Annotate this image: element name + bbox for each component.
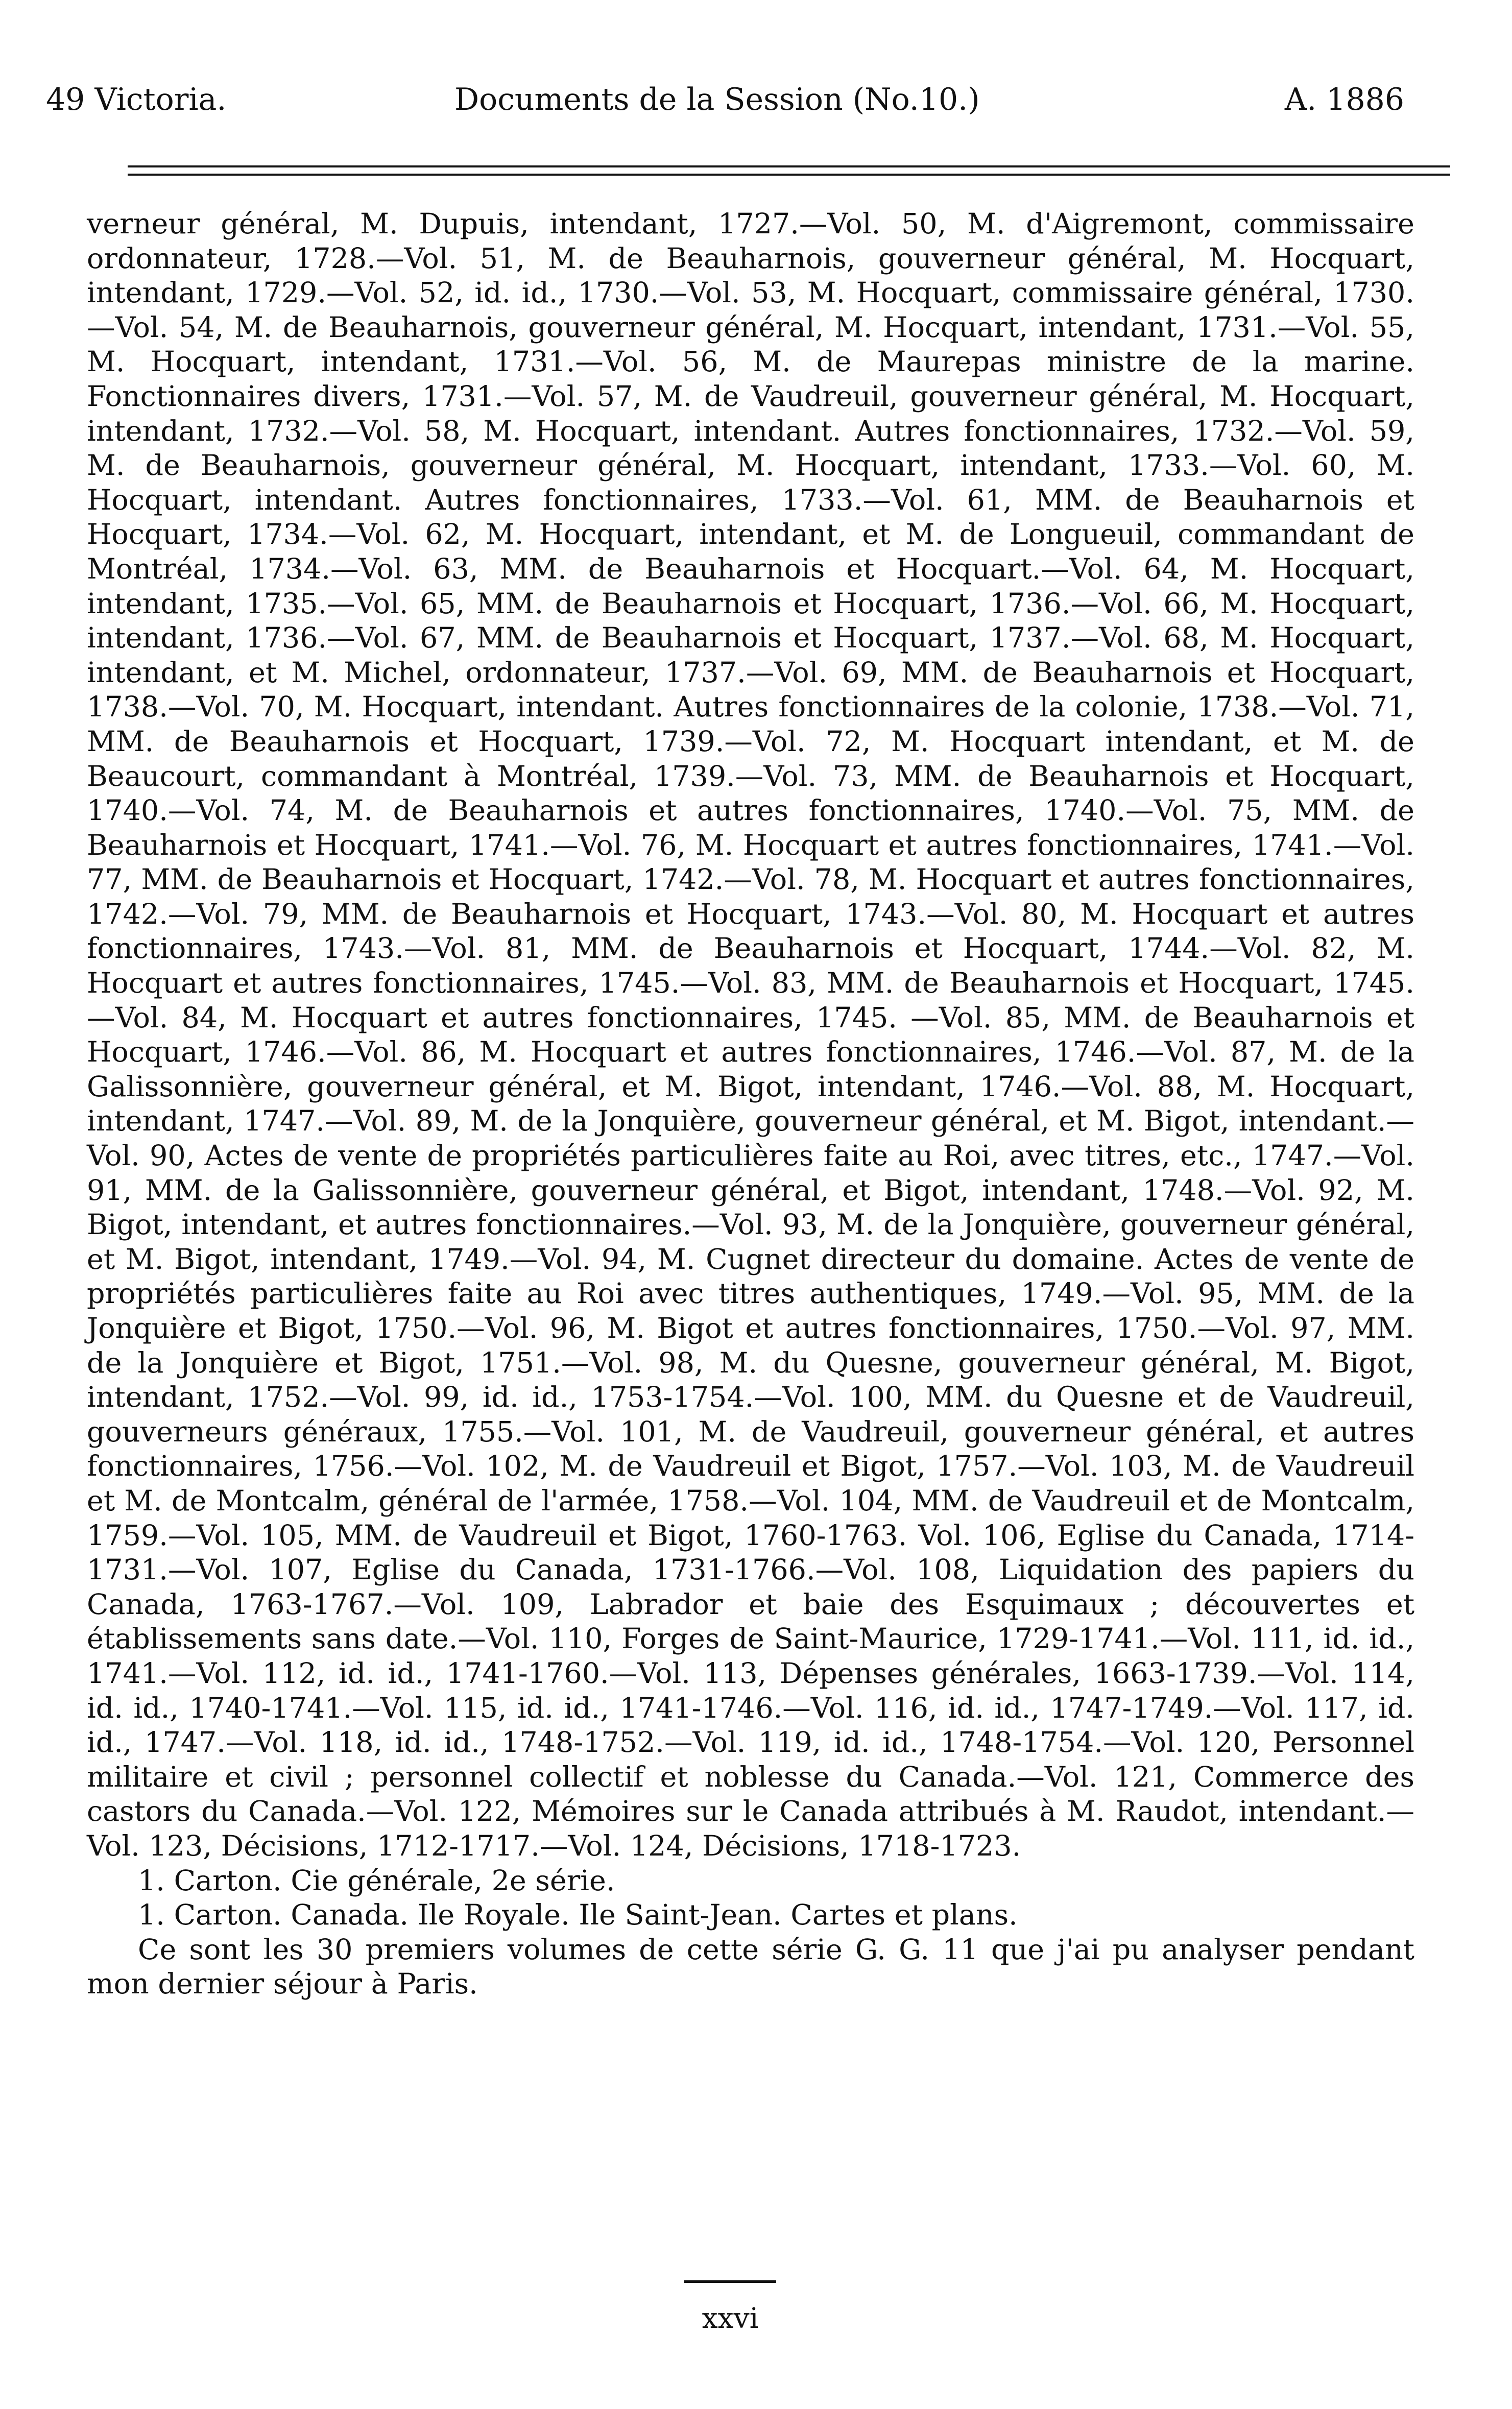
- running-header: [46, 71, 1404, 128]
- header-rule-top: [128, 165, 1450, 167]
- closing-paragraph: Ce sont les 30 premiers volumes de cette série G. G. 11 que j'ai pu analyser pendant mon dernier séjour à Paris.: [87, 1933, 1414, 2001]
- header-year: A. 1886: [1284, 82, 1404, 117]
- page-number: xxvi: [702, 2302, 759, 2334]
- header-title: Documents de la Session (No.10.): [454, 82, 980, 117]
- header-volume: 49 Victoria.: [46, 82, 227, 117]
- header-rule-bottom: [128, 174, 1450, 176]
- carton-item-2: 1. Carton. Canada. Ile Royale. Ile Saint-Jean. Cartes et plans.: [138, 1898, 1018, 1932]
- footer-rule: [684, 2280, 776, 2283]
- volume-list-paragraph: verneur général, M. Dupuis, intendant, 1727.—Vol. 50, M. d'Aigremont, commissaire ordonnateur, 1728.—Vol. 51, M. de Beauharnois, gouverneur général, M. Hocquart, intendant, 1729.—Vol. 52, id. id., 1730.—Vol. 53, M. Hocquart, commissaire général, 1730.—Vol. 54, M. de Beauharnois, gouverneur général, M. Hocquart, intendant, 1731.—Vol. 55, M. Hocquart, intendant, 1731.—Vol. 56, M. de Maurepas ministre de la marine. Fonctionnaires divers, 1731.—Vol. 57, M. de Vaudreuil, gouverneur général, M. Hocquart, intendant, 1732.—Vol. 58, M. Hocquart, intendant. Autres fonctionnaires, 1732.—Vol. 59, M. de Beauharnois, gouverneur général, M. Hocquart, intendant, 1733.—Vol. 60, M. Hocquart, intendant. Autres fonctionnaires, 1733.—Vol. 61, MM. de Beauharnois et Hocquart, 1734.—Vol. 62, M. Hocquart, intendant, et M. de Longueuil, commandant de Montréal, 1734.—Vol. 63, MM. de Beauharnois et Hocquart.—Vol. 64, M. Hocquart, intendant, 1735.—Vol. 65, MM. de Beauharnois et Hocquart, 1736.—Vol. 66, M. Hocquart, intendant, 1736.—Vol. 67, MM. de Beauharnois et Hocquart, 1737.—Vol. 68, M. Hocquart, intendant, et M. Michel, ordonnateur, 1737.—Vol. 69, MM. de Beauharnois et Hocquart, 1738.—Vol. 70, M. Hocquart, intendant. Autres fonctionnaires de la colonie, 1738.—Vol. 71, MM. de Beauharnois et Hocquart, 1739.—Vol. 72, M. Hocquart intendant, et M. de Beaucourt, commandant à Montréal, 1739.—Vol. 73, MM. de Beauharnois et Hocquart, 1740.—Vol. 74, M. de Beauharnois et autres fonctionnaires, 1740.—Vol. 75, MM. de Beauharnois et Hocquart, 1741.—Vol. 76, M. Hocquart et autres fonctionnaires, 1741.—Vol. 77, MM. de Beauharnois et Hocquart, 1742.—Vol. 78, M. Hocquart et autres fonctionnaires, 1742.—Vol. 79, MM. de Beauharnois et Hocquart, 1743.—Vol. 80, M. Hocquart et autres fonctionnaires, 1743.—Vol. 81, MM. de Beauharnois et Hocquart, 1744.—Vol. 82, M. Hocquart et autres fonctionnaires, 1745.—Vol. 83, MM. de Beauharnois et Hocquart, 1745.—Vol. 84, M. Hocquart et autres fonctionnaires, 1745. —Vol. 85, MM. de Beauharnois et Hocquart, 1746.—Vol. 86, M. Hocquart et autres fonctionnaires, 1746.—Vol. 87, M. de la Galissonnière, gouverneur général, et M. Bigot, intendant, 1746.—Vol. 88, M. Hocquart, intendant, 1747.—Vol. 89, M. de la Jonquière, gouverneur général, et M. Bigot, intendant.—Vol. 90, Actes de vente de propriétés particulières faite au Roi, avec titres, etc., 1747.—Vol. 91, MM. de la Galissonnière, gouverneur général, et Bigot, intendant, 1748.—Vol. 92, M. Bigot, intendant, et autres fonctionnaires.—Vol. 93, M. de la Jonquière, gouverneur général, et M. Bigot, intendant, 1749.—Vol. 94, M. Cugnet directeur du domaine. Actes de vente de propriétés particulières faite au Roi avec titres authentiques, 1749.—Vol. 95, MM. de la Jonquière et Bigot, 1750.—Vol. 96, M. Bigot et autres fonctionnaires, 1750.—Vol. 97, MM. de la Jonquière et Bigot, 1751.—Vol. 98, M. du Quesne, gouverneur général, M. Bigot, intendant, 1752.—Vol. 99, id. id., 1753-1754.—Vol. 100, MM. du Quesne et de Vaudreuil, gouverneurs généraux, 1755.—Vol. 101, M. de Vaudreuil, gouverneur général, et autres fonctionnaires, 1756.—Vol. 102, M. de Vaudreuil et Bigot, 1757.—Vol. 103, M. de Vaudreuil et M. de Montcalm, général de l'armée, 1758.—Vol. 104, MM. de Vaudreuil et de Montcalm, 1759.—Vol. 105, MM. de Vaudreuil et Bigot, 1760-1763. Vol. 106, Eglise du Canada, 1714-1731.—Vol. 107, Eglise du Canada, 1731-1766.—Vol. 108, Liquidation des papiers du Canada, 1763-1767.—Vol. 109, Labrador et baie des Esquimaux ; découvertes et établissements sans date.—Vol. 110, Forges de Saint-Maurice, 1729-1741.—Vol. 111, id. id., 1741.—Vol. 112, id. id., 1741-1760.—Vol. 113, Dépenses générales, 1663-1739.—Vol. 114, id. id., 1740-1741.—Vol. 115, id. id., 1741-1746.—Vol. 116, id. id., 1747-1749.—Vol. 117, id. id., 1747.—Vol. 118, id. id., 1748-1752.—Vol. 119, id. id., 1748-1754.—Vol. 120, Personnel militaire et civil ; personnel collectif et noblesse du Canada.—Vol. 121, Commerce des castors du Canada.—Vol. 122, Mémoires sur le Canada attribués à M. Raudot, intendant.—Vol. 123, Décisions, 1712-1717.—Vol. 124, Décisions, 1718-1723.: [87, 207, 1414, 1863]
- body-text: [87, 207, 1414, 2002]
- carton-item-1: 1. Carton. Cie générale, 2e série.: [138, 1864, 615, 1897]
